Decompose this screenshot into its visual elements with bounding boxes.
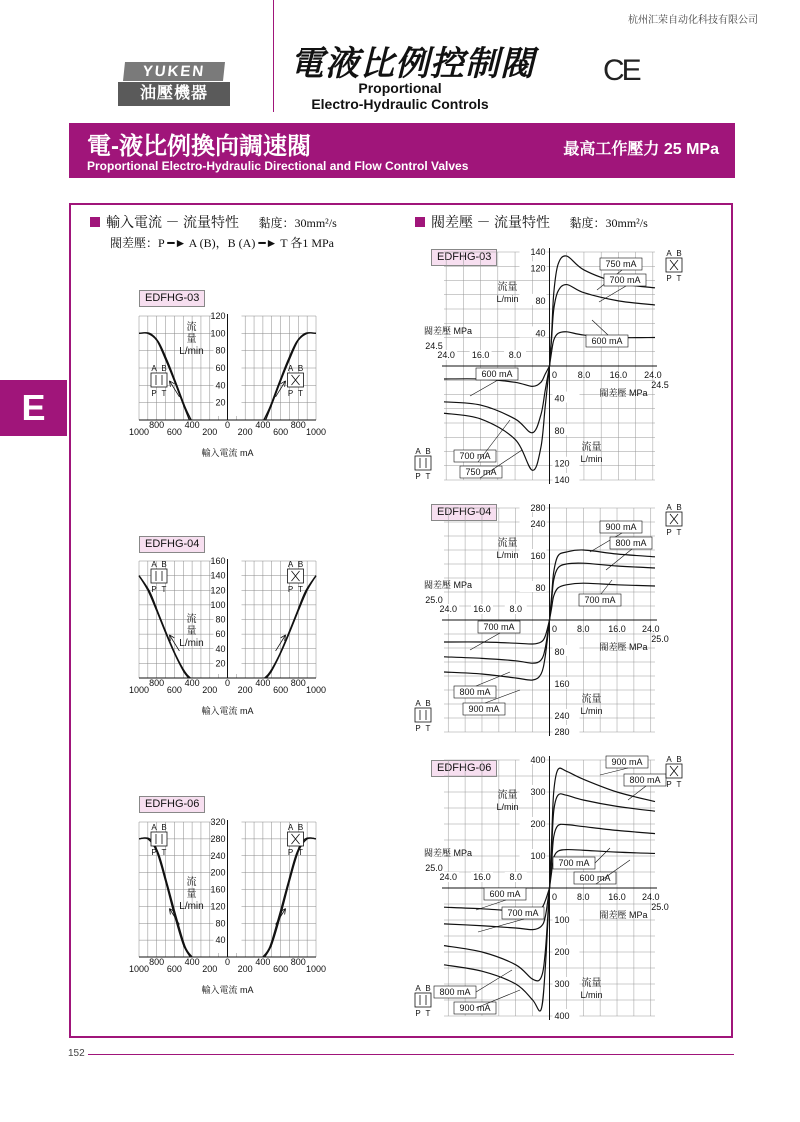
x-tick-label: 8.0: [509, 604, 522, 614]
valve-symbol-crossed-b: B: [297, 823, 304, 832]
valve-symbol-crossed-t: T: [298, 848, 303, 857]
valve-symbol-parallel-b: B: [161, 364, 167, 373]
valve-symbol-parallel-p: P: [151, 848, 157, 857]
x-end-label: 24.5: [425, 341, 443, 351]
series-annotation: 900 mA: [611, 757, 643, 767]
x-tick-label: 1000: [305, 964, 327, 974]
x-tick-label: 600: [166, 964, 182, 974]
x-tick-label: 16.0: [608, 624, 626, 634]
valve-symbol-crossed-a: A: [666, 503, 672, 512]
y-axis-label: 量: [186, 334, 197, 345]
x-tick-label: 200: [237, 685, 253, 695]
x-tick-label: 800: [290, 678, 306, 688]
series-annotation: 700 mA: [584, 595, 616, 605]
y-tick-label: 40: [215, 380, 226, 391]
y-axis-label: 流: [186, 614, 197, 625]
x-end-label: 25.0: [651, 902, 669, 912]
valve-symbol-parallel-p: P: [415, 1009, 421, 1018]
valve-symbol-crossed-a: A: [287, 364, 294, 373]
x-tick-label: 0: [224, 420, 231, 430]
series-annotation: 800 mA: [615, 538, 647, 548]
y-axis-label: L/min: [179, 638, 204, 649]
valve-symbol-parallel-t: T: [425, 724, 431, 733]
x-tick-label: 24.0: [644, 370, 662, 380]
x-tick-label: 24.0: [439, 872, 457, 882]
valve-symbol-crossed-t: T: [676, 780, 682, 789]
x-end-label: 25.0: [425, 595, 443, 605]
y-axis-label-top-unit: L/min: [496, 802, 519, 812]
y-axis-label: 量: [186, 626, 197, 637]
y-tick-label: 140: [210, 570, 226, 581]
x-tick-label: 16.0: [608, 892, 626, 902]
logo-name: 油壓機器: [118, 82, 230, 106]
valve-symbol-parallel-t: T: [161, 848, 167, 857]
x-tick-label: 400: [184, 957, 200, 967]
y-tick-label: 100: [210, 328, 226, 339]
x-tick-label: 0: [551, 370, 558, 380]
series-annotation: 600 mA: [481, 369, 513, 379]
y-tick-label: 120: [210, 311, 226, 321]
valve-symbol-parallel-t: T: [161, 389, 167, 398]
y-tick-label-bottom: 300: [554, 979, 570, 989]
x-tick-label: 0: [551, 624, 558, 634]
x-tick-label: 16.0: [471, 350, 490, 360]
valve-symbol-parallel-b: B: [425, 447, 431, 456]
x-tick-label: 200: [202, 685, 218, 695]
company-name: 杭州汇荣自动化科技有限公司: [628, 15, 758, 26]
valve-symbol-crossed-t: T: [676, 274, 682, 283]
x-tick-label: 16.0: [473, 872, 491, 882]
series-annotation: 700 mA: [609, 275, 641, 285]
y-tick-label: 120: [210, 585, 226, 596]
x-axis-label-right: 閥差壓 MPa: [599, 642, 648, 652]
x-tick-label: 24.0: [642, 892, 660, 902]
y-axis-label-bottom-unit: L/min: [580, 706, 603, 716]
annotation-leader: [476, 900, 506, 910]
y-tick-label-top: 300: [530, 787, 546, 797]
x-tick-label: 600: [273, 427, 289, 437]
valve-symbol-parallel-a: A: [151, 364, 157, 373]
valve-symbol-crossed-p: P: [666, 528, 672, 537]
chart-label-edfhg-06-current: EDFHG-06: [139, 796, 205, 813]
valve-symbol-crossed-b: B: [297, 560, 304, 569]
valve-symbol-parallel-a: A: [415, 984, 421, 993]
page-title-cn: 電液比例控制閥: [290, 45, 535, 83]
x-tick-label: 200: [202, 427, 218, 437]
y-axis-label: 流: [186, 322, 197, 333]
valve-symbol-parallel-t: T: [161, 585, 167, 594]
valve-symbol-parallel-a: A: [415, 447, 421, 456]
y-tick-label-top: 100: [530, 851, 546, 861]
x-tick-label: 400: [255, 957, 271, 967]
valve-symbol-crossed-t: T: [298, 585, 303, 594]
x-end-label: 25.0: [425, 863, 443, 873]
y-tick-label: 20: [215, 397, 226, 408]
valve-symbol-crossed-p: P: [287, 389, 294, 398]
x-axis-label-right: 閥差壓 MPa: [599, 388, 648, 398]
chart-label-edfhg-06-pressure: EDFHG-06: [431, 760, 497, 777]
x-tick-label: 200: [202, 964, 218, 974]
y-axis-label-top-unit: L/min: [496, 550, 519, 560]
x-tick-label: 800: [290, 957, 306, 967]
series-annotation: 800 mA: [439, 987, 471, 997]
x-tick-label: 1000: [128, 427, 150, 437]
y-axis-label-top: 流量: [497, 538, 518, 549]
y-tick-label: 40: [215, 935, 226, 946]
section-tab-e[interactable]: E: [0, 380, 67, 436]
right-viscosity: 黏度：30mm²/s: [569, 216, 648, 230]
page-title-en-line1: Proportional: [358, 80, 442, 96]
y-tick-label-top: 40: [535, 328, 546, 339]
valve-symbol-parallel-p: P: [415, 472, 421, 481]
x-axis-label-left: 閥差壓 MPa: [424, 326, 473, 336]
series-annotation: 900 mA: [459, 1003, 491, 1013]
valve-symbol-crossed-p: P: [287, 585, 294, 594]
x-tick-label: 800: [149, 420, 165, 430]
valve-symbol-crossed-a: A: [287, 823, 294, 832]
x-tick-label: 1000: [128, 964, 150, 974]
left-header-text: 輸入電流 － 流量特性: [106, 216, 239, 231]
valve-symbol-parallel-b: B: [425, 984, 431, 993]
series-annotation: 800 mA: [629, 775, 661, 785]
y-tick-label-bottom: 80: [554, 426, 565, 437]
x-tick-label: 400: [255, 678, 271, 688]
valve-symbol-parallel-box: [415, 993, 431, 1007]
x-tick-label: 1000: [305, 685, 327, 695]
valve-symbol-crossed-b: B: [676, 249, 682, 258]
y-axis-label-bottom-unit: L/min: [580, 454, 603, 464]
x-axis-label: 輸入電流 mA: [201, 985, 254, 995]
y-tick-label-top: 280: [530, 503, 546, 513]
y-tick-label: 280: [210, 833, 226, 844]
y-tick-label: 120: [210, 901, 226, 912]
series-annotation: 700 mA: [483, 622, 515, 632]
valve-symbol-parallel-p: P: [415, 724, 421, 733]
chart-label-edfhg-04-pressure: EDFHG-04: [431, 504, 497, 521]
y-tick-label-bottom: 160: [554, 679, 570, 689]
max-pressure: 最高工作壓力 25 MPa: [563, 141, 719, 158]
y-axis-label: 量: [186, 889, 197, 900]
chart-label-edfhg-03-pressure: EDFHG-03: [431, 249, 497, 266]
valve-symbol-crossed-b: B: [676, 503, 682, 512]
x-axis-label-right: 閥差壓 MPa: [599, 910, 648, 920]
x-tick-label: 1000: [305, 427, 327, 437]
y-tick-label: 20: [215, 658, 226, 669]
x-tick-label: 600: [273, 685, 289, 695]
y-axis-label-top: 流量: [497, 282, 518, 293]
x-tick-label: 16.0: [473, 604, 491, 614]
valve-symbol-parallel-p: P: [151, 585, 157, 594]
valve-symbol-parallel-t: T: [425, 1009, 431, 1018]
page-title-en-line2: Electro-Hydraulic Controls: [311, 96, 489, 112]
valve-symbol-crossed-t: T: [676, 528, 682, 537]
y-axis-label: L/min: [179, 346, 204, 357]
series-annotation: 900 mA: [468, 704, 500, 714]
x-tick-label: 8.0: [509, 872, 522, 882]
series-annotation: 750 mA: [465, 467, 497, 477]
series-annotation: 600 mA: [591, 336, 623, 346]
y-tick-label: 80: [215, 614, 226, 625]
x-tick-label: 8.0: [577, 892, 590, 902]
page-number: 152: [68, 1048, 85, 1059]
series-annotation: 750 mA: [605, 259, 637, 269]
x-tick-label: 8.0: [577, 624, 590, 634]
y-tick-label: 60: [215, 629, 226, 640]
valve-symbol-crossed-p: P: [287, 848, 294, 857]
valve-symbol-crossed-b: B: [676, 755, 682, 764]
valve-symbol-parallel-p: P: [151, 389, 157, 398]
footer-rule: [88, 1054, 734, 1055]
x-tick-label: 600: [166, 427, 182, 437]
x-tick-label: 600: [166, 685, 182, 695]
x-axis-label-left: 閥差壓 MPa: [424, 848, 473, 858]
y-tick-label: 240: [210, 850, 226, 861]
x-axis-label: 輸入電流 mA: [201, 448, 254, 458]
series-annotation: 800 mA: [459, 687, 491, 697]
x-tick-label: 16.0: [609, 370, 628, 380]
y-axis-label: 流: [186, 877, 197, 888]
x-tick-label: 0: [224, 957, 231, 967]
y-tick-label: 160: [210, 884, 226, 895]
y-tick-label: 200: [210, 867, 226, 878]
x-tick-label: 200: [237, 964, 253, 974]
y-axis-label-bottom: 流量: [581, 978, 602, 989]
y-tick-label: 100: [210, 599, 226, 610]
x-axis-label: 輸入電流 mA: [201, 706, 254, 716]
valve-symbol-parallel-a: A: [415, 699, 421, 708]
y-axis-label-bottom: 流量: [581, 694, 602, 705]
logo-brand: YUKEN: [123, 62, 225, 81]
annotation-leader: [476, 990, 520, 1008]
series-annotation: 700 mA: [507, 908, 539, 918]
valve-symbol-parallel-t: T: [425, 472, 431, 481]
y-tick-label-top: 240: [530, 519, 546, 529]
y-tick-label-top: 80: [535, 295, 546, 306]
chart-label-edfhg-04-current: EDFHG-04: [139, 536, 205, 553]
y-tick-label-bottom: 200: [554, 947, 570, 957]
x-tick-label: 8.0: [577, 370, 591, 380]
x-tick-label: 0: [551, 892, 558, 902]
valve-symbol-parallel-b: B: [161, 823, 167, 832]
y-tick-label: 160: [210, 556, 226, 566]
y-tick-label-bottom: 100: [554, 915, 570, 925]
y-axis-label-top: 流量: [497, 790, 518, 801]
x-tick-label: 400: [184, 678, 200, 688]
y-tick-label-top: 160: [530, 551, 546, 561]
x-tick-label: 600: [273, 964, 289, 974]
series-annotation: 600 mA: [579, 873, 611, 883]
series-annotation: 900 mA: [605, 522, 637, 532]
y-axis-label-top-unit: L/min: [496, 294, 519, 304]
x-axis-label-left: 閥差壓 MPa: [424, 580, 473, 590]
valve-symbol-parallel-a: A: [151, 560, 157, 569]
y-tick-label-top: 400: [530, 755, 546, 765]
valve-symbol-parallel-b: B: [161, 560, 167, 569]
y-tick-label-bottom: 120: [554, 458, 570, 469]
valve-symbol-crossed-a: A: [287, 560, 294, 569]
y-tick-label-bottom: 280: [554, 727, 570, 737]
y-tick-label: 80: [215, 918, 226, 929]
y-axis-label-bottom-unit: L/min: [580, 990, 603, 1000]
valve-symbol-parallel-b: B: [425, 699, 431, 708]
x-tick-label: 400: [184, 420, 200, 430]
x-tick-label: 800: [149, 678, 165, 688]
x-tick-label: 1000: [128, 685, 150, 695]
valve-symbol-crossed-a: A: [666, 755, 672, 764]
valve-symbol-crossed-p: P: [666, 780, 672, 789]
valve-symbol-crossed-b: B: [297, 364, 304, 373]
y-tick-label: 80: [215, 345, 226, 356]
x-tick-label: 800: [290, 420, 306, 430]
y-tick-label-top: 120: [530, 263, 546, 274]
x-tick-label: 200: [237, 427, 253, 437]
y-tick-label-top: 80: [535, 583, 546, 593]
left-condition: 閥差壓：P ━► A (B)，B (A) ━► T 各1 MPa: [110, 236, 334, 250]
series-annotation: 600 mA: [489, 889, 521, 899]
y-axis-label-bottom: 流量: [581, 442, 602, 453]
y-tick-label-bottom: 240: [554, 711, 570, 721]
ce-mark: CE: [603, 54, 639, 87]
y-tick-label-bottom: 400: [554, 1011, 570, 1021]
x-tick-label: 24.0: [437, 350, 455, 360]
x-end-label: 24.5: [651, 380, 669, 390]
y-tick-label: 320: [210, 817, 226, 827]
banner-title-en: Proportional Electro-Hydraulic Directional and Flow Control Valves: [87, 159, 469, 173]
x-end-label: 25.0: [651, 634, 669, 644]
x-tick-label: 24.0: [439, 604, 457, 614]
y-tick-label-bottom: 80: [554, 647, 565, 657]
y-tick-label-bottom: 140: [554, 475, 570, 485]
y-axis-label: L/min: [179, 901, 204, 912]
series-annotation: 700 mA: [558, 858, 590, 868]
x-tick-label: 0: [224, 678, 231, 688]
valve-symbol-crossed-p: P: [666, 274, 672, 283]
x-tick-label: 24.0: [642, 624, 660, 634]
valve-symbol-crossed-a: A: [666, 249, 672, 258]
annotation-leader: [595, 848, 610, 863]
valve-symbol-parallel-a: A: [151, 823, 157, 832]
y-tick-label: 40: [215, 643, 226, 654]
left-viscosity: 黏度：30mm²/s: [258, 216, 337, 230]
valve-symbol-crossed-t: T: [298, 389, 303, 398]
y-tick-label-top: 200: [530, 819, 546, 829]
y-tick-label-bottom: 40: [554, 393, 565, 404]
x-tick-label: 8.0: [508, 350, 522, 360]
annotation-leader: [476, 970, 512, 992]
chart-label-edfhg-03-current: EDFHG-03: [139, 290, 205, 307]
right-header-text: 閥差壓 － 流量特性: [431, 216, 550, 231]
x-tick-label: 800: [149, 957, 165, 967]
y-tick-label: 60: [215, 363, 226, 373]
x-tick-label: 400: [255, 420, 271, 430]
series-annotation: 700 mA: [459, 451, 491, 461]
y-tick-label-top: 140: [530, 247, 546, 257]
banner-title-cn: 電-液比例換向調速閥: [87, 133, 311, 160]
